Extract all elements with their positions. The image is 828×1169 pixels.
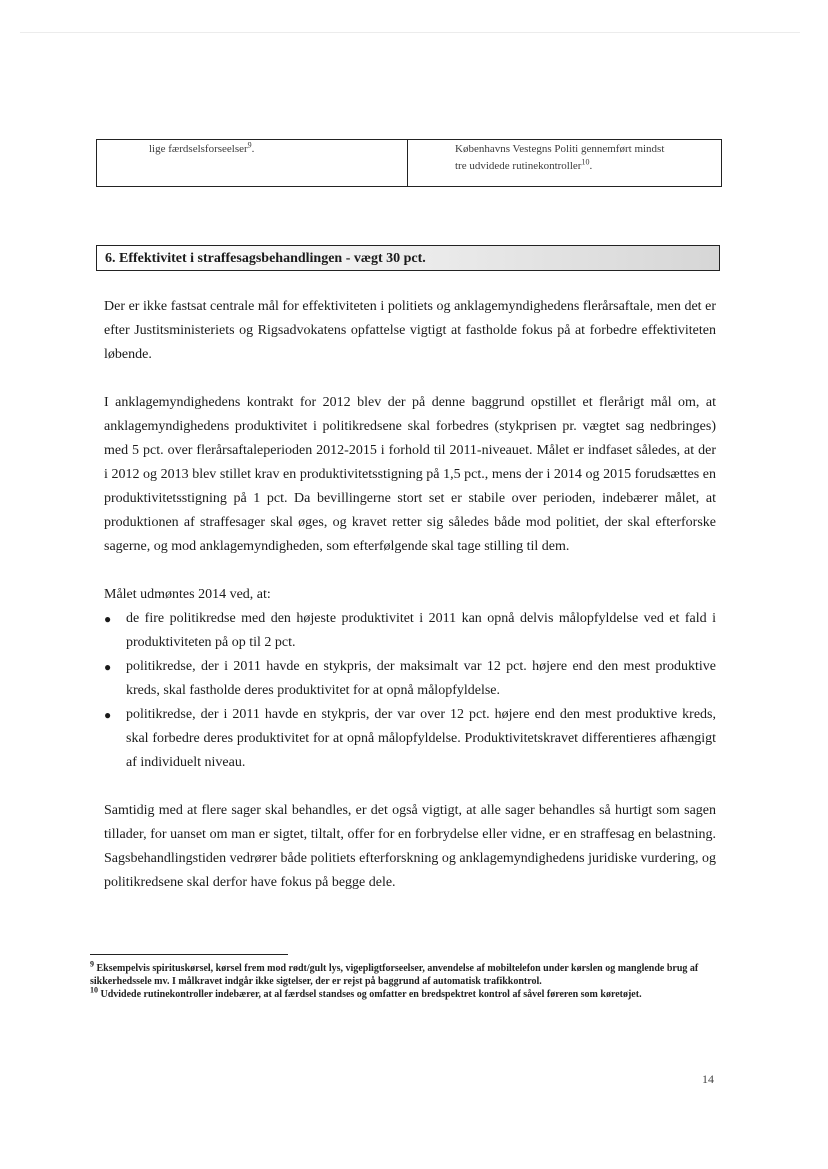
paragraph: Målet udmøntes 2014 ved, at: <box>104 587 271 602</box>
page-number: 14 <box>702 1072 714 1086</box>
cell-text: lige færdselsforseelser <box>149 143 248 155</box>
scan-edge-line <box>20 32 800 33</box>
list-item-text: politikredse, der i 2011 havde en stykpris, der maksimalt var 12 pct. højere end den mest produktive kreds, skal fastholde deres produktivitet for at opnå målopfyldelse. <box>126 659 716 698</box>
cell-text-line2: tre udvidede rutinekontroller <box>455 160 582 172</box>
footnote-number: 10 <box>90 985 98 995</box>
section-heading: 6. Effektivitet i straffesagsbehandlingen - vægt 30 pct. <box>96 245 720 271</box>
paragraph: Samtidig med at flere sager skal behandles, er det også vigtigt, at alle sager behandles så hurtigt som sagen tillader, for uanset om man er sigtet, tiltalt, offer for en forbrydelse eller vidne, er en straffesag en belastning. Sagsbehandlingstiden vedrører både politiets efterforskning og anklagemyndighedens juridiske vurdering, og politikredsene skal derfor have fokus på begge dele. <box>104 803 716 890</box>
footnote-number: 9 <box>90 959 94 969</box>
cell-text-end: . <box>589 160 593 172</box>
bullet-list <box>104 607 716 775</box>
bullet-icon: ● <box>104 612 112 626</box>
footnote-ref: 9 <box>247 140 252 150</box>
list-item-text: de fire politikredse med den højeste produktivitet i 2011 kan opnå delvis målopfyldelse ved et fald i produktiviteten på op til 2 pct. <box>126 611 716 650</box>
paragraph: Der er ikke fastsat centrale mål for effektiviteten i politiets og anklagemyndighedens flerårsaftale, men det er efter Justitsministeriets og Rigsadvokatens opfattelse vigtigt at fastholde fokus på at forbedre effektiviteten løbende. <box>104 299 716 362</box>
list-item <box>104 607 716 655</box>
bullet-icon: ● <box>104 660 112 674</box>
table-cell-right <box>408 140 721 186</box>
footnote <box>90 985 720 1001</box>
cell-text-end: . <box>251 143 255 155</box>
list-item <box>104 703 716 775</box>
list-item-text: politikredse, der i 2011 havde en stykpris, der var over 12 pct. højere end den mest produktive kreds, skal forbedre deres produktivitet for at opnå målopfyldelse. Produktivitetskravet differentieres afhængigt af individuelt niveau. <box>126 707 716 770</box>
bullet-icon: ● <box>104 708 112 722</box>
footnotes <box>90 959 720 1001</box>
footnote-divider <box>90 954 288 955</box>
body-text <box>104 295 716 919</box>
footnote <box>90 959 720 988</box>
footnote-text: Eksempelvis spirituskørsel, kørsel frem mod rødt/gult lys, vigepligtforseelser, anvendelse af mobiltelefon under kørslen og manglende brug af sikkerhedssele mv. I målkravet indgår ikke sigtelser, der er rejst på baggrund af automatisk trafikkontrol. <box>90 963 699 987</box>
table-cell-left <box>97 140 408 186</box>
footnote-ref: 10 <box>581 157 590 167</box>
footnote-text: Udvidede rutinekontroller indebærer, at al færdsel standses og omfatter en bredspektret kontrol af såvel føreren som køretøjet. <box>100 989 642 1000</box>
continued-table-row <box>96 139 722 187</box>
list-item <box>104 655 716 703</box>
paragraph: I anklagemyndighedens kontrakt for 2012 blev der på denne baggrund opstillet et flerårigt mål om, at anklagemyndighedens produktivitet i politikredsene skal forbedres (stykprisen pr. vægtet sag nedbringes) med 5 pct. over flerårsaftaleperioden 2012-2015 i forhold til 2011-niveauet. Målet er indfaset således, at der i 2012 og 2013 blev stillet krav en produktivitetsstigning på 1,5 pct., mens der i 2014 og 2015 forudsættes en produktivitetsstigning på 1 pct. Da bevillingerne stort set er stabile over perioden, indebærer målet, at produktionen af straffesager skal øges, og kravet retter sig således både mod politiet, der skal efterforske sagerne, og mod anklagemyndigheden, som efterfølgende skal tage stilling til dem. <box>104 395 716 554</box>
cell-text-line1: Københavns Vestegns Politi gennemført mindst <box>455 143 665 155</box>
